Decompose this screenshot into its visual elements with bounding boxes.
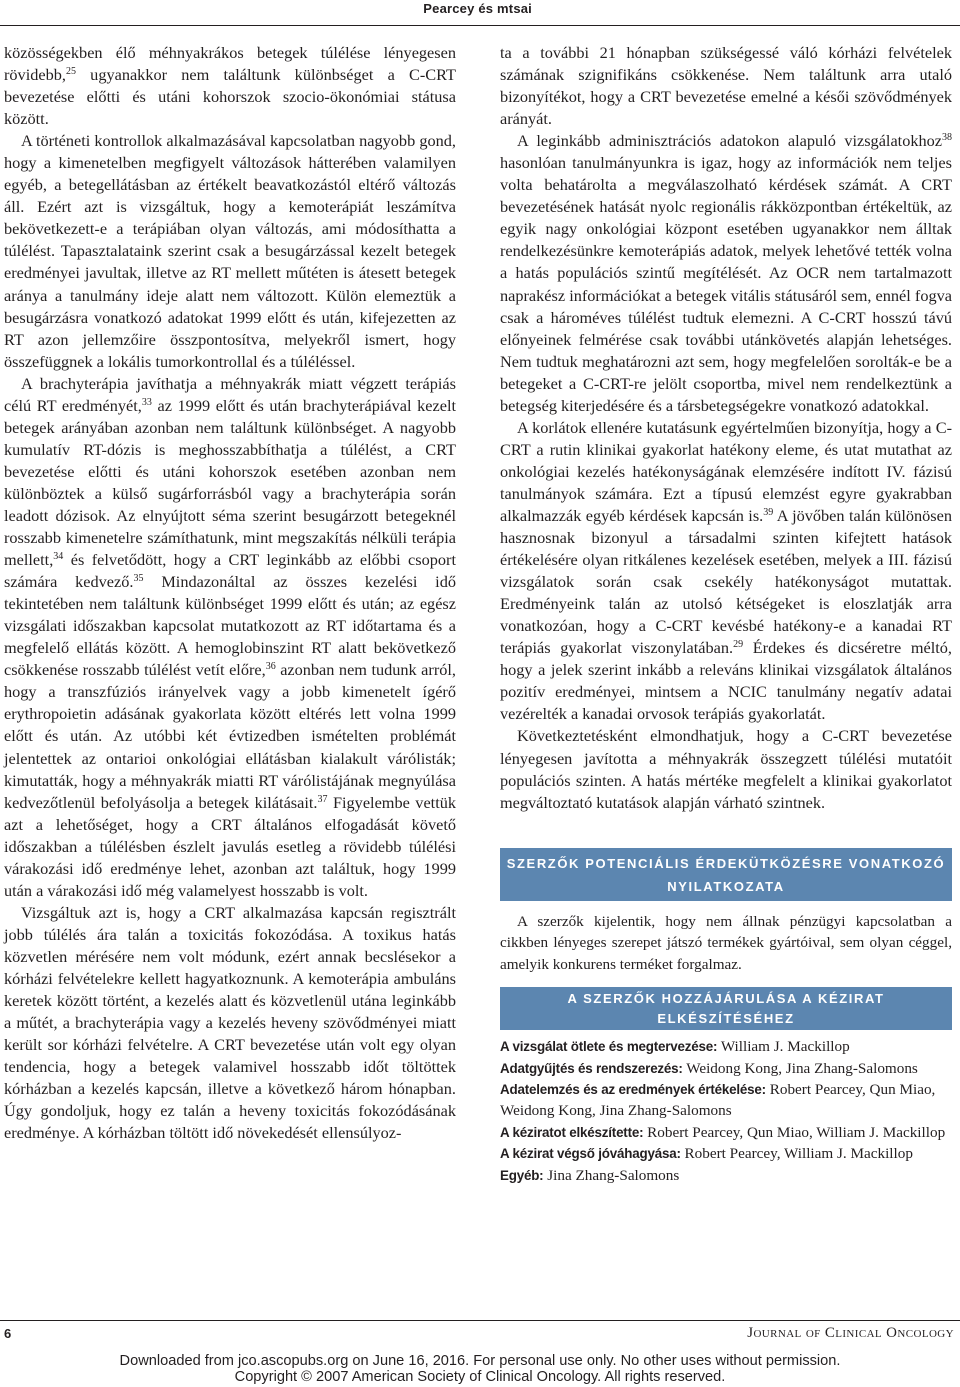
contribution-item: Adatelemzés és az eredmények értékelése: Robert Pearcey, Qun Miao, Weidong Kong, Jina Zhang-Salomons [500, 1080, 936, 1120]
contribution-item: A kéziratot elkészítette: Robert Pearcey, Qun Miao, William J. Mackillop [500, 1123, 946, 1141]
contribution-item: Egyéb: Jina Zhang-Salomons [500, 1166, 680, 1184]
running-head [0, 0, 960, 26]
right-paragraph-4: Következtetésként elmondhatjuk, hogy a C-CRT bevezetése lényegesen javította a méhnyakrák összegzett túlélési mutatóit populációs szinten. A hatás mértéke megfelelt a klinikai gyakorlatot megváltoztató kutatások alapján várható szintnek. [500, 726, 952, 812]
contribution-item: Adatgyűjtés és rendszerezés: Weidong Kong, Jina Zhang-Salomons [500, 1059, 918, 1077]
right-paragraph-1: ta a további 21 hónapban szükségessé váló kórházi felvételek számának szignifikáns csökkenése. Nem találtunk arra utaló bizonyítékot, hogy a CRT bevezetése emelné a késői szövődmények arányát. [500, 43, 952, 129]
left-paragraph-4: Vizsgáltuk azt is, hogy a CRT alkalmazása kapcsán regisztrált jobb túlélés ára talán a toxicitás fokozódása. A toxikus hatás közvetlen mérésére nem volt módunk, ezért annak becslésekor a kórházi felvételekre kellett hagyatkoznunk. A kemoterápia ambuláns keretek között történt, a kezelés alatt és közvetlenül utána leginkább a műtét, a brachyterápia vagy a kezelés heveny szövődményei miatt került sor kórházi felvételre. A CRT bevezetése után volt egy olyan tendencia, hogy a betegek valamivel hosszabb időt töltöttek kórházban a kezelés kapcsán, illetve a következő három hónapban. Úgy gondoljuk, hogy ez talán a heveny toxicitás fokozódásának eredménye. A kórházban töltött idő növekedését ellensúlyoz- [4, 902, 456, 1143]
right-paragraph-3: A korlátok ellenére kutatásunk egyértelműen bizonyítja, hogy a C-CRT a rutin klinikai gyakorlat hatékony eleme, és utat mutathat az onkológiai kezelés hatékonyságának elemzésére indított IV. fázisú tanulmányok számára. Ezt a típusú elemzést egyre gyakrabban alkalmazzák egyéb kérdések kapcsán is.$^{39}$ A jövőben talán különösen hasznosnak bizonyul a társadalmi szinten kifejtett hatások értékelésére olyan ritkálenes kezelések esetében, melyek a III. fázisú vizsgálatok során csak csekély hatékonyságot mutattak. Eredményeink talán az utolsó kétségeket is eloszlatják arra vonatkozóan, hogy a C-CRT kevésbé hatékony-e a kanadai RT terápiás gyakorlat viszonylatában.$^{29}$ Érdekes és dicséretre méltó, hogy a jelek szerint inkább a releváns klinikai vizsgálatok általános pozitív eredményei, mintsem a NCIC tanulmány negatív adatai vezérelték a kanadai orvosok terápiás gyakorlatát. [500, 417, 953, 724]
right-column [500, 42, 952, 1186]
left-paragraph-2: A történeti kontrollok alkalmazásával kapcsolatban nagyobb gond, hogy a kimenetelben megfigyelt változások hátterében valamilyen egyéb, a betegellátásban az értékelt beavatkozástól eltérő változás áll. Ezért azt is vizsgáltuk, hogy a kemoterápiát leszámítva bekövetkezett-e a terápiában olyan változás, ami módosíthatta a túlélést. Tapasztalataink szerint csak a besugárzással kezelt betegek eredményei javultak, illetve az RT mellett műtéten is átesett betegek aránya a tanulmány ideje alatt nem változott. Külön elemeztük a besugárzásra vonatkozó adatokat 1999 előtt és után, kifejezetten az RT azon jellemzőire összpontosítva, melyekről ismert, hogy összefüggnek a lokális tumorkontrollal és a túléléssel. [4, 131, 456, 371]
left-paragraph-3: A brachyterápia javíthatja a méhnyakrák miatt végzett terápiás célú RT eredményét,$^{33}$ az 1999 előtt és után brachyterápiával kezelt betegek arányában azonban nem találtunk különbséget. A nagyobb kumulatív RT-dózis is meghosszabbíthatja a túlélést, a CRT bevezetése előtti és utáni kohorszok esetében azonban nem különböztek a külső sugárforrásból vagy a brachyterápia során leadott dózisok. Az elnyújtott séma szerint besugárzott betegeknél rosszabb kimenetelre számíthatunk, mint megszakítás nélküli terápia mellett,$^{34}$ és felvetődött, hogy a CRT leginkább az előbbi csoport számára kedvező.$^{35}$ Mindazonáltal az összes kezelési idő tekintetében nem találtunk különbséget 1999 előtt és után; az egész vizsgálati időszakban kapcsolat mutatkozott az RT időtartama és a megfelelő ellátás között. A hemoglobinszint RT alatt bekövetkező csökkenése rosszabb túlélést vetít előre,$^{36}$ azonban nem tudunk arról, hogy a transzfúziós irányelvek vagy a jobb kimenetelt ígérő erythropoietin adásának gyakorlata között eltérés lett volna 1999 előtt és után. Az utóbbi két évtizedben ismételten problémát jelentettek az ontarioi onkológiai ellátásban kialakult várólisták; kimutatták, hogy a méhnyakrák miatti RT várólistájának megnyúlása kedvezőtlenül befolyásolja a betegek kilátásait.$^{37}$ Figyelembe vettük azt a lehetőséget, hogy a CRT általános elfogadását követő időszakban a túlélésben észlelt javulás esetleg a rövidebb túlélési várakozási idő eredménye lehet, azonban azt találtuk, hogy 1999 után a várakozási idő még valamelyest hosszabb is volt. [4, 373, 456, 900]
copyright-notice: Copyright © 2007 American Society of Clinical Oncology. All rights reserved. [234, 1369, 726, 1385]
left-paragraph-1: közösségekben élő méhnyakrákos betegek túlélése lényegesen rövidebb,$^{25}$ ugyanakkor nem találtunk különbséget a C-CRT bevezetése előtti és utáni kohorszok szocio-ökonómiai státusa között. [4, 43, 456, 129]
conflict-of-interest-text: A szerzők kijelentik, hogy nem állnak pénzügyi kapcsolatban a cikkben lényeges szerepet játszó termékek gyártóival, sem olyan céggel, amelyik konkurens terméket forgalmaz. [500, 912, 952, 973]
journal-name: Journal of Clinical Oncology [747, 1325, 954, 1341]
running-head-authors: Pearcey és mtsai [423, 1, 532, 16]
footer-rule [0, 1320, 960, 1321]
author-contributions-heading: A SZERZŐK HOZZÁJÁRULÁSA A KÉZIRAT ELKÉSZÍTÉSÉHEZ [500, 987, 952, 1030]
right-paragraph-2: A leginkább adminisztrációs adatokon alapuló vizsgálatokhoz$^{38}$ hasonlóan tanulmányunkra is igaz, hogy az információk nem teljes volta behatárolta a megválaszolható kérdések számát. A CRT bevezetésének hatását nyolc regionális rákközpontban értékeltük, az egyik nagy onkológiai központ esetében ugyanakkor nem álltak rendelkezésünkre kemoterápiás adatok, melyek lehetővé tették volna a hatás populációs szintű megítélését. Az OCR nem tartalmazott naprakész információkat a betegek vitális státusáról sem, ennél fogva csak a hároméves túlélést tudtuk elemezni. A C-CRT hosszú távú előnyeinek felmérése csak további utánkövetés alapján lehetséges. Nem tudtuk meghatározni azt sem, hogy megfelelően sorolták-e be a betegeket a C-CRT-re jelölt csoportba, mivel nem rendelkeztünk a betegség kiterjedésére és a társbetegségekre vonatkozó adatokkal. [500, 131, 952, 415]
left-column [4, 42, 456, 1144]
author-contributions-list [500, 1036, 952, 1186]
page-number: 6 [4, 1326, 12, 1341]
contribution-item: A kézirat végső jóváhagyása: Robert Pearcey, William J. Mackillop [500, 1145, 913, 1163]
contribution-item: A vizsgálat ötlete és megtervezése: William J. Mackillop [500, 1038, 850, 1056]
download-notice: Downloaded from jco.ascopubs.org on June 16, 2016. For personal use only. No other uses without permission. [119, 1353, 841, 1369]
conflict-of-interest-heading: SZERZŐK POTENCIÁLIS ÉRDEKÜTKÖZÉSRE VONATKOZÓ NYILATKOZATA [500, 848, 952, 901]
